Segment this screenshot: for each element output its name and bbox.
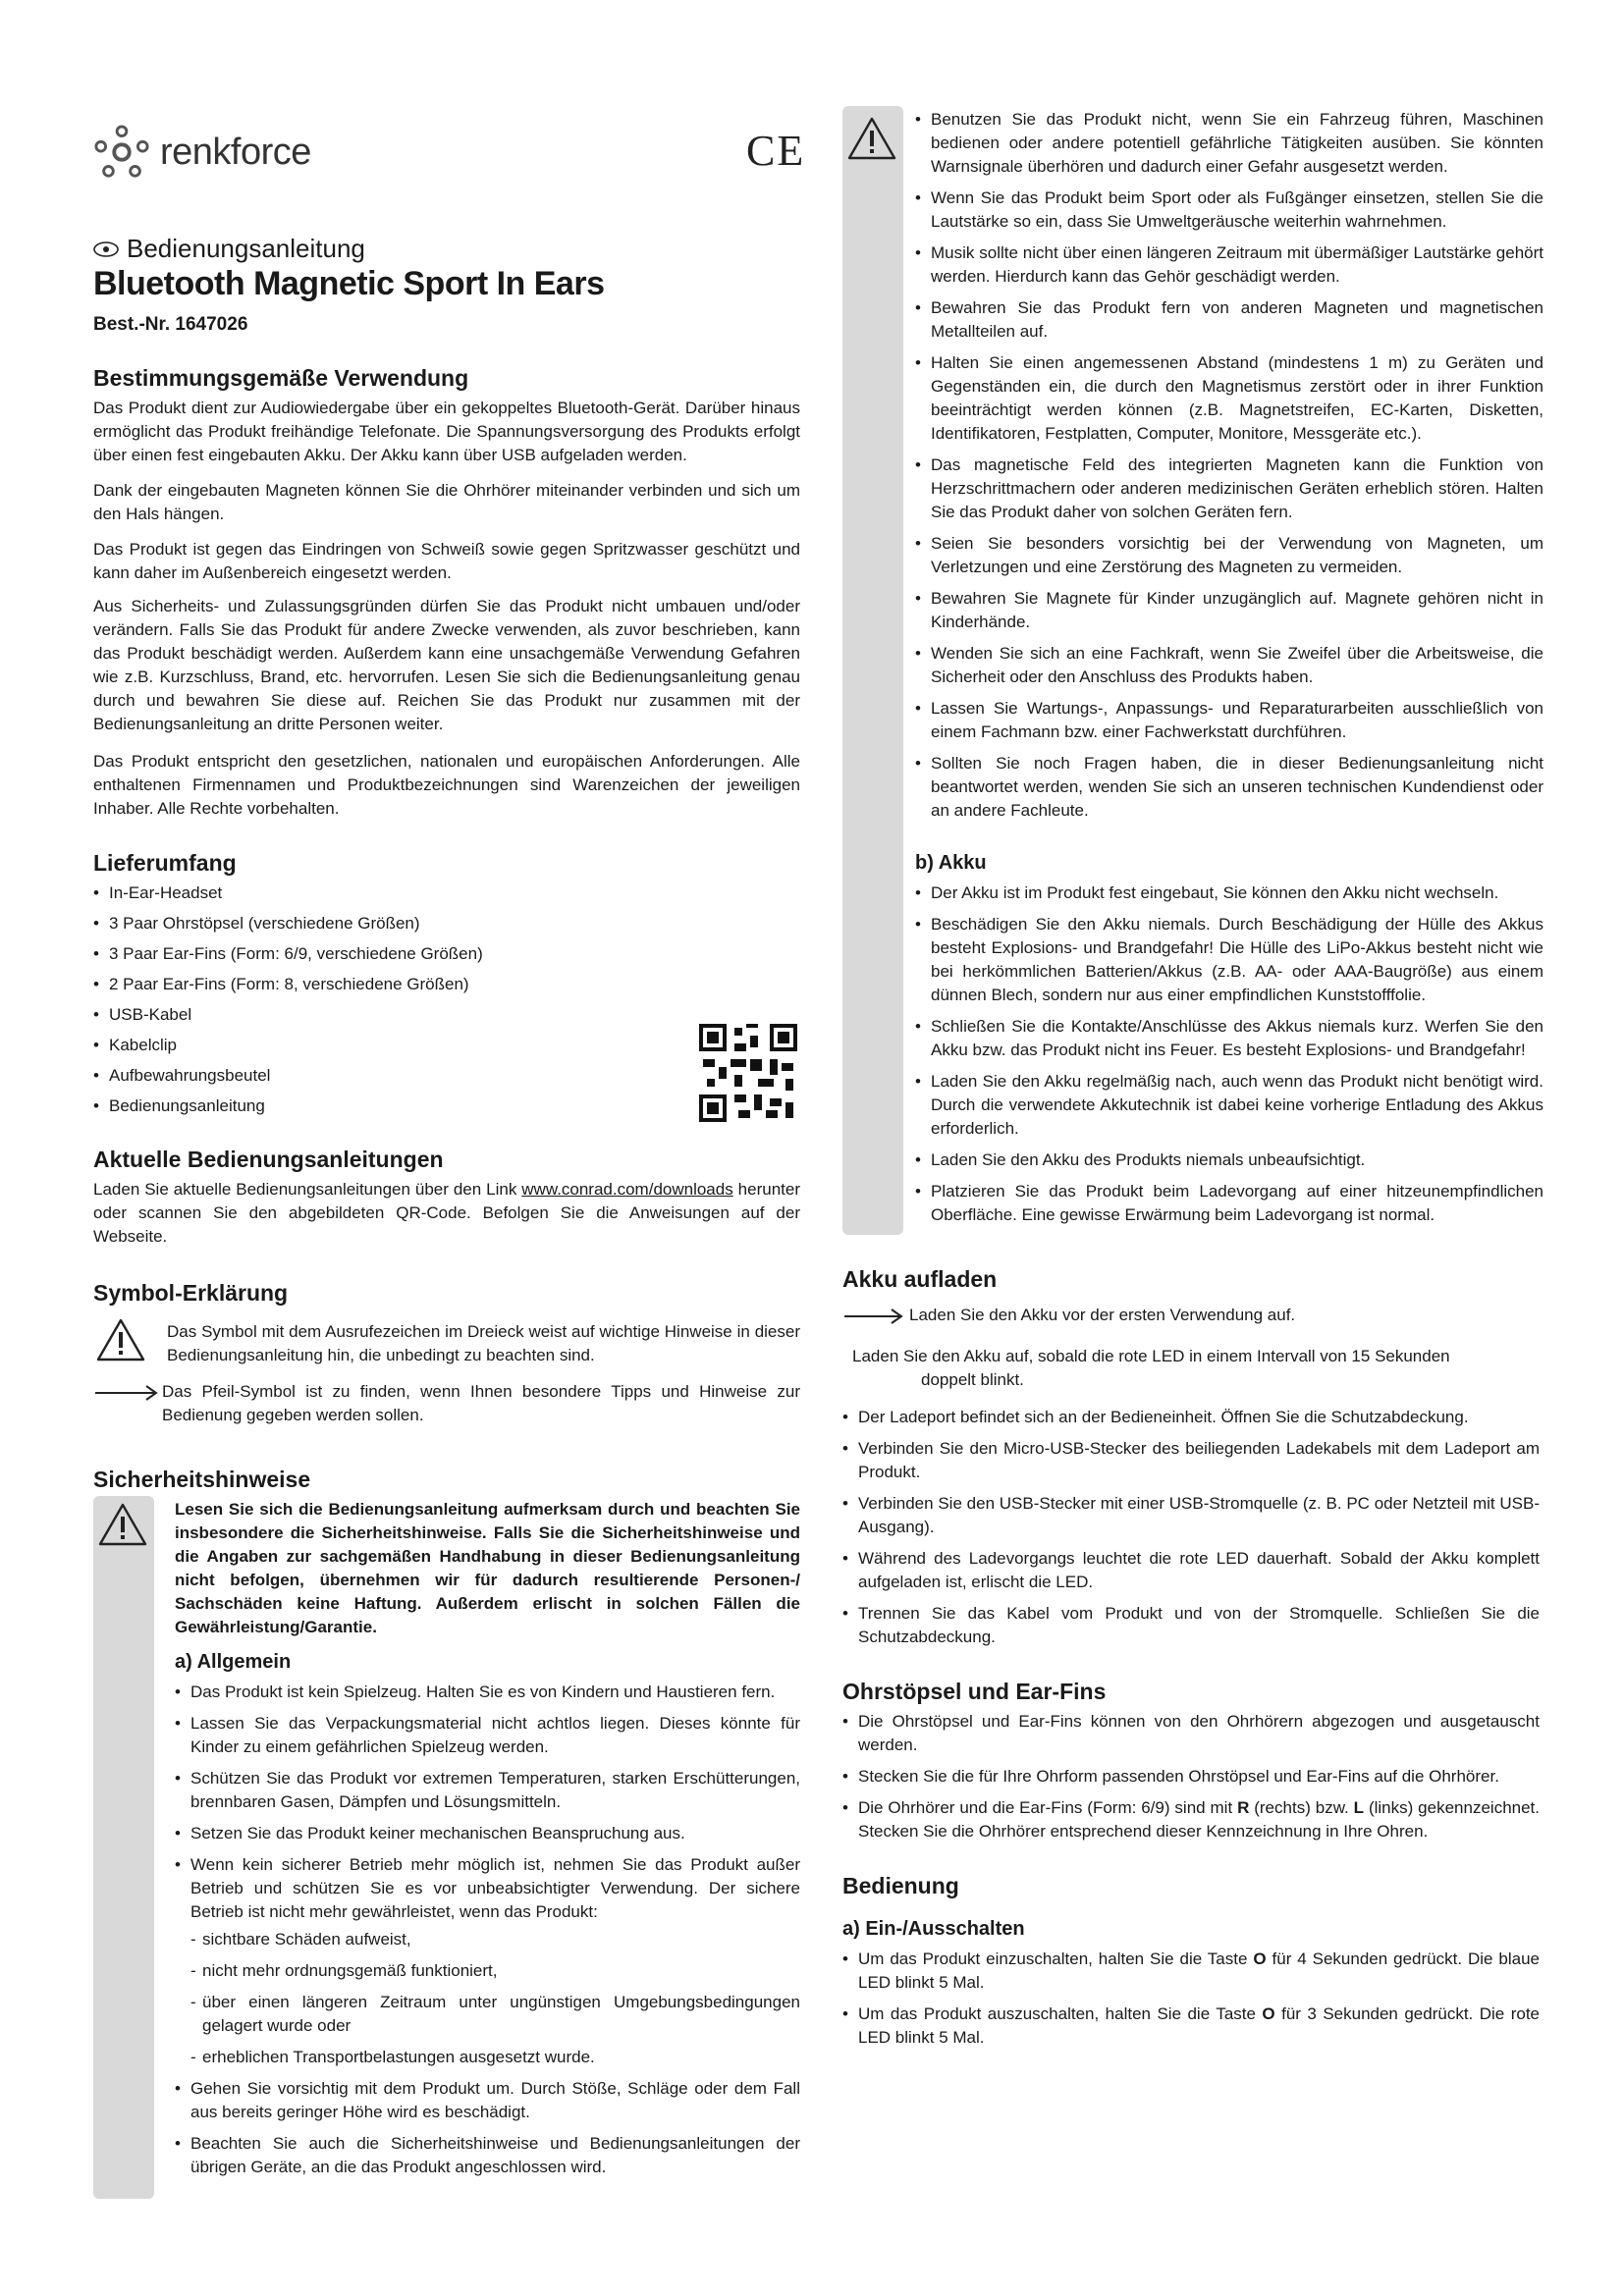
earplugs-list bbox=[842, 1710, 1540, 1851]
list-item: • Die Ohrstöpsel und Ear-Fins können von den Ohrhörern abgezogen und ausgetauscht werden. bbox=[842, 1710, 1540, 1757]
list-item: • Kabelclip bbox=[93, 1034, 643, 1057]
list-item: • Laden Sie den Akku des Produkts niemals unbeaufsichtigt. bbox=[915, 1148, 1543, 1172]
order-number: Best.-Nr. 1647026 bbox=[93, 314, 248, 335]
list-item: • Die Ohrhörer und die Ear-Fins (Form: 6/9) sind mit R (rechts) bzw. L (links) gekennzeichnet. Stecken Sie die Ohrhörer entsprechend dieser Kennzeichnung in Ihre Ohren. bbox=[842, 1796, 1540, 1843]
power-heading: a) Ein-/Ausschalten bbox=[842, 1918, 1025, 1940]
list-item: • Bewahren Sie das Produkt fern von anderen Magneten und magnetischen Metallteilen auf. bbox=[915, 296, 1543, 344]
arrow-symbol-text: Das Pfeil-Symbol ist zu finden, wenn Ihnen besondere Tipps und Hinweise zur Bedienung gegeben werden sollen. bbox=[162, 1382, 800, 1424]
list-item: • Aufbewahrungsbeutel bbox=[93, 1064, 643, 1088]
intended-use-p3: Das Produkt ist gegen das Eindringen von Schweiß sowie gegen Spritzwasser geschützt und kann daher im Außenbereich eingesetzt werden. bbox=[93, 540, 800, 582]
contents-heading: Lieferumfang bbox=[93, 850, 237, 876]
list-item: • Wenn Sie das Produkt beim Sport oder als Fußgänger einsetzen, stellen Sie die Lautstärke so ein, dass Sie Umweltgeräusche weiterhin wahrnehmen. bbox=[915, 187, 1543, 234]
safety-intro: Lesen Sie sich die Bedienungsanleitung aufmerksam durch und beachten Sie insbesondere die Sicherheitshinweise. Falls Sie die Sicherheitshinweise und die Angaben zur sachgemäßen Handhabung in dieser Bedienungsanleitung nicht befolgen, übernehmen wir für dadurch resultierende Personen-/ Sachschäden keine Haftung. Außerdem erlischt in solchen Fällen die Gewährleistung/Garantie. bbox=[175, 1500, 800, 1636]
list-item: • Setzen Sie das Produkt keiner mechanischen Beanspruchung aus. bbox=[175, 1822, 800, 1845]
list-item: • Um das Produkt auszuschalten, halten Sie die Taste O für 3 Sekunden gedrückt. Die rote LED blinkt 5 Mal. bbox=[842, 2002, 1540, 2050]
intended-use-p1: Das Produkt dient zur Audiowiedergabe über ein gekoppeltes Bluetooth-Gerät. Darüber hinaus ermöglicht das Produkt freihändige Telefonate. Die Spannungsversorgung des Produkts erfolgt über einen fest eingebauten Akku. Der Akku kann über USB aufgeladen werden. bbox=[93, 399, 800, 464]
list-item: • Laden Sie den Akku regelmäßig nach, auch wenn das Produkt nicht benötigt wird. Durch die verwendete Akkutechnik ist dabei keine vorherige Entladung des Akkus erforderlich. bbox=[915, 1070, 1543, 1141]
list-item: • Seien Sie besonders vorsichtig bei der Verwendung von Magneten, um Verletzungen und eine Zerstörung des Magneten zu vermeiden. bbox=[915, 532, 1543, 579]
battery-list bbox=[915, 881, 1543, 1235]
charging-note-line2: doppelt blinkt. bbox=[921, 1370, 1024, 1389]
warning-triangle-icon bbox=[95, 1317, 146, 1362]
list-item: • Schließen Sie die Kontakte/Anschlüsse des Akkus niemals kurz. Werfen Sie den Akku bzw. das Produkt nicht ins Feuer. Es besteht Explosions- und Brandgefahr! bbox=[915, 1015, 1543, 1062]
list-item: • Der Akku ist im Produkt fest eingebaut, Sie können den Akku nicht wechseln. bbox=[915, 881, 1543, 905]
general-heading: a) Allgemein bbox=[175, 1651, 292, 1673]
condition-item: - über einen längeren Zeitraum unter ungünstigen Umgebungsbedingungen gelagert wurde oder bbox=[190, 1991, 800, 2038]
list-item: • Benutzen Sie das Produkt nicht, wenn Sie ein Fahrzeug führen, Maschinen bedienen oder andere potentiell gefährliche Tätigkeiten ausüben. Sie könnten Warnsignale überhören und dadurch einer Gefahr ausgesetzt werden. bbox=[915, 108, 1543, 179]
list-item: • Lassen Sie Wartungs-, Anpassungs- und Reparaturarbeiten ausschließlich von einem Fachmann bzw. einer Fachwerkstatt durchführen. bbox=[915, 697, 1543, 744]
general-list-continued bbox=[915, 108, 1543, 830]
list-item: • In-Ear-Headset bbox=[93, 881, 643, 905]
list-item: • Halten Sie einen angemessenen Abstand (mindestens 1 m) zu Geräten und Gegenständen ein, die durch den Magnetismus zerstört oder in ihrer Funktion beeinträchtigt werden können (z.B. Magnetstreifen, EC-Karten, Disketten, Identifikatoren, Festplatten, Computer, Monitore, Messgeräte etc.). bbox=[915, 351, 1543, 446]
safety-warning-bar-continued bbox=[842, 106, 903, 1235]
charging-heading: Akku aufladen bbox=[842, 1266, 998, 1292]
condition-item: - sichtbare Schäden aufweist, bbox=[190, 1928, 800, 1951]
downloads-link[interactable]: www.conrad.com/downloads bbox=[521, 1180, 733, 1199]
list-item: • Verbinden Sie den USB-Stecker mit einer USB-Stromquelle (z. B. PC oder Netzteil mit USB-Ausgang). bbox=[842, 1492, 1540, 1539]
battery-heading: b) Akku bbox=[915, 852, 987, 874]
list-item: • Verbinden Sie den Micro-USB-Stecker des beiliegenden Ladekabels mit dem Ladeport am Produkt. bbox=[842, 1437, 1540, 1484]
list-item: • Das Produkt ist kein Spielzeug. Halten Sie es von Kindern und Haustieren fern. bbox=[175, 1681, 800, 1704]
warning-symbol-text: Das Symbol mit dem Ausrufezeichen im Dreieck weist auf wichtige Hinweise in dieser Bedienungsanleitung hin, die unbedingt zu beachten sind. bbox=[167, 1322, 800, 1364]
list-item: • Der Ladeport befindet sich an der Bedieneinheit. Öffnen Sie die Schutzabdeckung. bbox=[842, 1406, 1540, 1429]
current-manuals-heading: Aktuelle Bedienungsanleitungen bbox=[93, 1147, 444, 1172]
intended-use-p4: Aus Sicherheits- und Zulassungsgründen dürfen Sie das Produkt nicht umbauen und/oder verändern. Falls Sie das Produkt für andere Zwecke verwenden, als zuvor beschrieben, kann das Produkt beschädigt werden. Außerdem kann eine unsachgemäße Verwendung Gefahren wie z.B. Kurzschluss, Brand, etc. hervorrufen. Lesen Sie sich die Bedienungsanleitung genau durch und bewahren Sie diese auf. Reichen Sie das Produkt nur zusammen mit der Bedienungsanleitung an dritte Personen weiter. bbox=[93, 597, 800, 733]
list-item: • USB-Kabel bbox=[93, 1003, 643, 1027]
power-list bbox=[842, 1948, 1540, 2057]
contents-list bbox=[93, 881, 643, 1125]
list-item: • Während des Ladevorgangs leuchtet die rote LED dauerhaft. Sobald der Akku komplett aufgeladen ist, erlischt die LED. bbox=[842, 1547, 1540, 1594]
warning-triangle-icon bbox=[846, 116, 897, 161]
intended-use-heading: Bestimmungsgemäße Verwendung bbox=[93, 365, 469, 391]
condition-list bbox=[190, 1928, 800, 2069]
ce-mark: CE bbox=[746, 127, 806, 175]
eye-icon bbox=[93, 241, 119, 257]
charging-list bbox=[842, 1406, 1540, 1657]
list-item: • Schützen Sie das Produkt vor extremen Temperaturen, starken Erschütterungen, brennbaren Gasen, Dämpfen und Lösungsmitteln. bbox=[175, 1767, 800, 1814]
intended-use-p5: Das Produkt entspricht den gesetzlichen, nationalen und europäischen Anforderungen. Alle enthaltenen Firmennamen und Produktbezeichnungen sind Warenzeichen der jeweiligen Inhaber. Alle Rechte vorbehalten. bbox=[93, 752, 800, 818]
list-item: • Platzieren Sie das Produkt beim Ladevorgang auf einer hitzeunempfindlichen Oberfläche. Eine gewisse Erwärmung beim Ladevorgang ist normal. bbox=[915, 1180, 1543, 1227]
charging-note-line1: Laden Sie den Akku auf, sobald die rote LED in einem Intervall von 15 Sekunden bbox=[852, 1347, 1450, 1365]
safety-warning-bar bbox=[93, 1496, 154, 2199]
list-item: • Bedienungsanleitung bbox=[93, 1095, 643, 1118]
brand-logo bbox=[93, 116, 311, 188]
warning-triangle-icon bbox=[97, 1502, 148, 1547]
list-item: • 3 Paar Ohrstöpsel (verschiedene Größen) bbox=[93, 912, 643, 935]
list-item: • Musik sollte nicht über einen längeren Zeitraum mit übermäßiger Lautstärke gehört werden. Hierdurch kann das Gehör geschädigt werden. bbox=[915, 241, 1543, 289]
list-item: • Um das Produkt einzuschalten, halten Sie die Taste O für 4 Sekunden gedrückt. Die blaue LED blinkt 5 Mal. bbox=[842, 1948, 1540, 1995]
list-item: • Wenden Sie sich an eine Fachkraft, wenn Sie Zweifel über die Arbeitsweise, die Sicherheit oder den Anschluss des Produkts haben. bbox=[915, 642, 1543, 689]
list-item: • Beschädigen Sie den Akku niemals. Durch Beschädigung der Hülle des Akkus besteht Explosions- und Brandgefahr! Die Hülle des LiPo-Akkus besteht nicht wie bei herkömmlichen Batterien/Akkus (z.B. AA- oder AAA-Baugröße) aus einem dünnen Blech, sondern nur aus einer empfindlichen Kunststofffolie. bbox=[915, 913, 1543, 1007]
list-item: • Sollten Sie noch Fragen haben, die in dieser Bedienungsanleitung nicht beantwortet werden, wenden Sie sich an unseren technischen Kundendienst oder an andere Fachleute. bbox=[915, 752, 1543, 823]
list-item: • Stecken Sie die für Ihre Ohrform passenden Ohrstöpsel und Ear-Fins auf die Ohrhörer. bbox=[842, 1765, 1540, 1789]
list-item: • Lassen Sie das Verpackungsmaterial nicht achtlos liegen. Dieses könnte für Kinder zu einem gefährlichen Spielzeug werden. bbox=[175, 1712, 800, 1759]
renkforce-logo-icon bbox=[93, 124, 150, 181]
list-item: • Gehen Sie vorsichtig mit dem Produkt um. Durch Stöße, Schläge oder dem Fall aus bereits geringer Höhe wird es beschädigt. bbox=[175, 2077, 800, 2124]
arrow-right-icon bbox=[93, 1384, 160, 1402]
list-item: • Beachten Sie auch die Sicherheitshinweise und Bedienungsanleitungen der übrigen Geräte, an die das Produkt angeschlossen wird. bbox=[175, 2132, 800, 2179]
intended-use-p2: Dank der eingebauten Magneten können Sie die Ohrhörer miteinander verbinden und sich um den Hals hängen. bbox=[93, 481, 800, 523]
condition-item: - nicht mehr ordnungsgemäß funktioniert, bbox=[190, 1959, 800, 1983]
charging-tip: Laden Sie den Akku vor der ersten Verwendung auf. bbox=[909, 1306, 1296, 1324]
general-list bbox=[175, 1681, 800, 2187]
list-item: • 2 Paar Ear-Fins (Form: 8, verschiedene Größen) bbox=[93, 973, 643, 996]
current-manuals-text: Laden Sie aktuelle Bedienungsanleitungen über den Link www.conrad.com/downloads herunter oder scannen Sie den abgebildeten QR-Code. Befolgen Sie die Anweisungen auf der Webseite. bbox=[93, 1180, 800, 1246]
arrow-right-icon bbox=[842, 1308, 905, 1325]
list-item: • Trennen Sie das Kabel vom Produkt und von der Stromquelle. Schließen Sie die Schutzabdeckung. bbox=[842, 1602, 1540, 1649]
qr-code-icon bbox=[699, 1024, 797, 1122]
list-item: • Bewahren Sie Magnete für Kinder unzugänglich auf. Magnete gehören nicht in Kinderhände. bbox=[915, 587, 1543, 634]
list-item: • Wenn kein sicherer Betrieb mehr möglich ist, nehmen Sie das Produkt außer Betrieb und schützen Sie es vor unbeabsichtigter Verwendung. Der sichere Betrieb ist nicht mehr gewährleistet, wenn das Produkt: - sichtbare Schäden aufweist, - nicht mehr ordnungsgemäß funktioniert, - über einen längeren Zeitraum unter ungünstigen Umgebungsbedingungen gelagert wurde oder - erheblichen Transportbelastungen ausgesetzt wurde. bbox=[175, 1853, 800, 2069]
list-item: • 3 Paar Ear-Fins (Form: 6/9, verschiedene Größen) bbox=[93, 942, 643, 966]
brand-name: renkforce bbox=[160, 131, 311, 173]
earplugs-heading: Ohrstöpsel und Ear-Fins bbox=[842, 1679, 1107, 1704]
operation-heading: Bedienung bbox=[842, 1873, 959, 1898]
manual-label bbox=[93, 234, 365, 264]
manual-label-text: Bedienungsanleitung bbox=[127, 234, 365, 263]
product-title: Bluetooth Magnetic Sport In Ears bbox=[93, 265, 605, 302]
condition-item: - erheblichen Transportbelastungen ausgesetzt wurde. bbox=[190, 2046, 800, 2069]
list-item: • Das magnetische Feld des integrierten Magneten kann die Funktion von Herzschrittmachern oder anderen medizinischen Geräten erheblich stören. Halten Sie das Produkt daher von solchen Geräten fern. bbox=[915, 454, 1543, 524]
safety-heading: Sicherheitshinweise bbox=[93, 1467, 311, 1492]
symbols-heading: Symbol-Erklärung bbox=[93, 1280, 289, 1306]
